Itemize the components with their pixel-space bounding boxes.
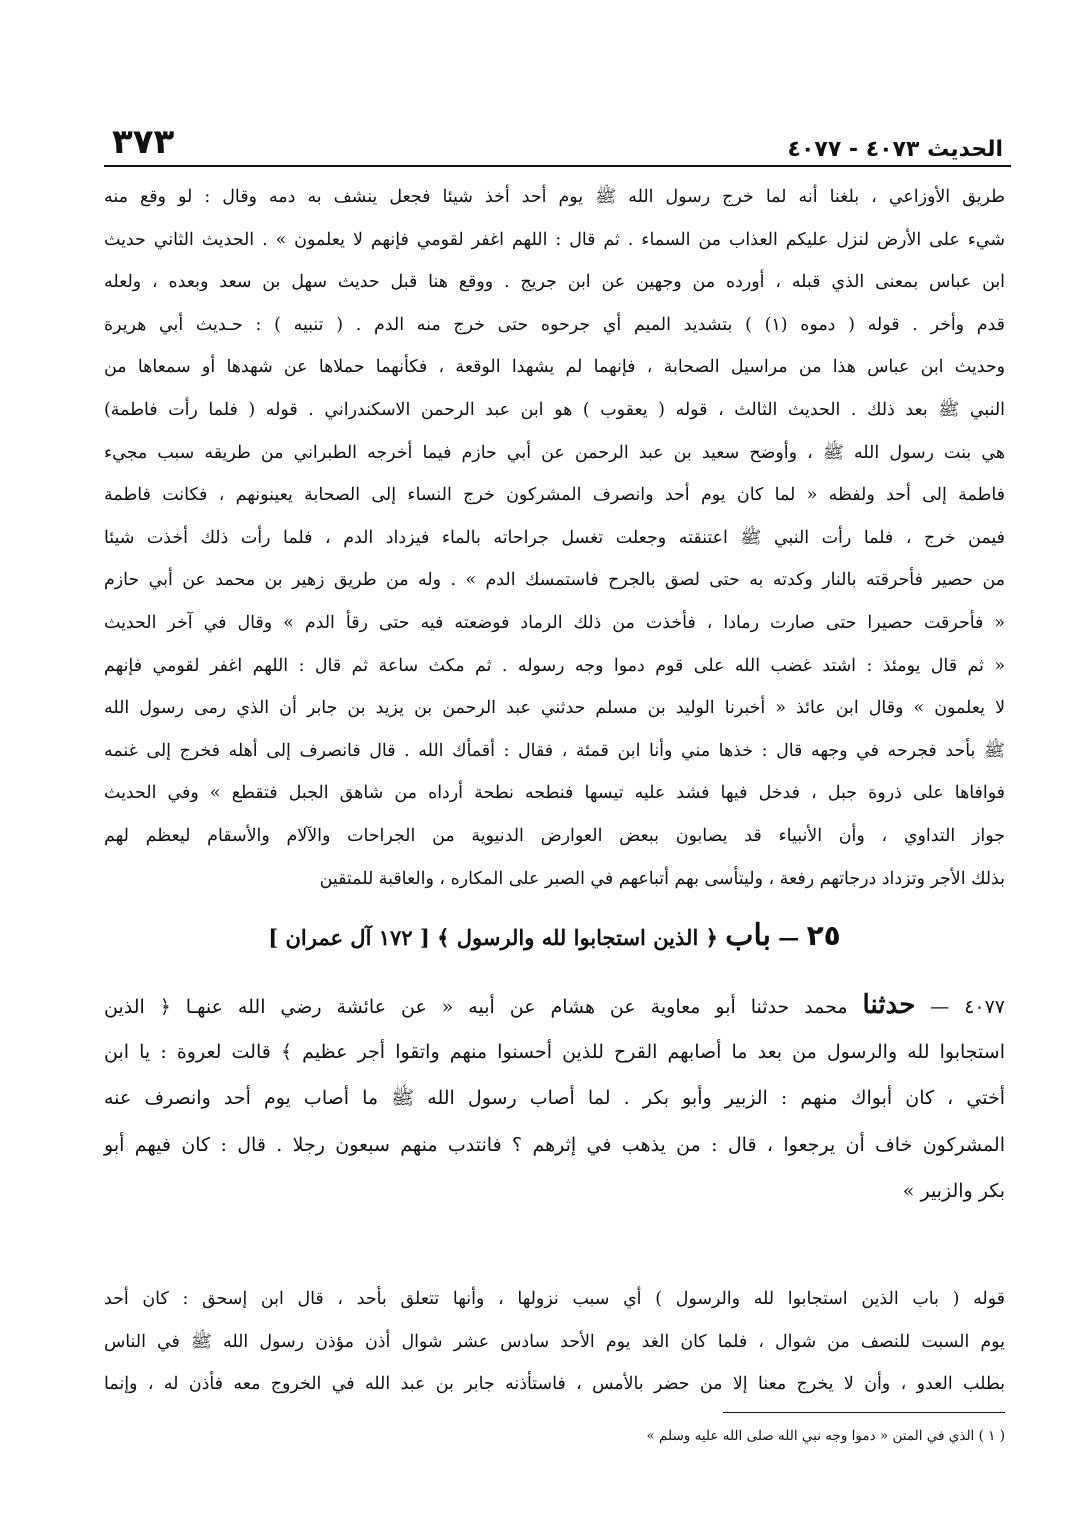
commentary-line: قوله ( باب الذين استجابوا لله والرسول ) أي سبب نزولها ، وأنها تتعلق بأحد ، قال ابن إسحق : كان أحد xyxy=(104,1289,1005,1309)
hadith-line: استجابوا لله والرسول من بعد ما أصابهم القرح للذين أحسنوا منهم واتقوا أجر عظيم ﴾ قالت لعروة : يا ابن xyxy=(104,1040,1005,1063)
commentary-line: ابن عباس بمعنى الذي قبله ، أورده من وجهين عن ابن جريج . ووقع هنا قبل حديث سهل بن سعد وبعده ، ولعله xyxy=(104,272,1005,293)
commentary-line: النبي ﷺ بعد ذلك . الحديث الثالث ، قوله ( يعقوب ) هو ابن عبد الرحمن الاسكندراني . قوله ( فلما رأت فاطمة) xyxy=(104,399,1005,420)
header-rule xyxy=(104,165,1011,167)
commentary-line: « فأحرقت حصيرا حتى صارت رمادا ، فأخذت من ذلك الرماد فوضعته فيه حتى رقأ الدم » وقال في آخر الحديث xyxy=(104,612,1005,633)
chapter-heading xyxy=(104,918,1005,953)
commentary-line: بطلب العدو ، وأن لا يخرج معنا إلا من حضر بالأمس ، فاستأذنه جابر بن عبد الله في الخروج معه فأذن له ، وإنما xyxy=(104,1374,1005,1395)
commentary-block xyxy=(104,176,1005,900)
footnote-rule xyxy=(723,1412,1005,1413)
commentary-line: لا يعلمون » وقال ابن عائذ « أخبرنا الوليد بن مسلم حدثني عبد الرحمن بن يزيد بن جابر أن الذي رمى رسول الله xyxy=(104,698,1005,719)
commentary-line: فاطمة إلى أحد ولفظه « لما كان يوم أحد وانصرف المشركون خرج النساء إلى الصحابة يعينونهم ، فكانت فاطمة xyxy=(104,485,1005,506)
commentary-line: شيء على الأرض لنزل عليكم العذاب من السماء . ثم قال : اللهم اغفر لقومي فإنهم لا يعلمون » . الحديث الثاني حديث xyxy=(104,229,1005,250)
hadith-block xyxy=(104,982,1005,1215)
running-head: الحديث ٤٠٧٣ - ٤٠٧٧ xyxy=(787,137,1003,162)
hadith-dash: — xyxy=(930,996,950,1018)
commentary-line: فيمن خرج ، فلما رأت النبي ﷺ اعتنقته وجعلت تغسل جراحاته بالماء فيزداد الدم ، فلما رأت ذلك أخذت شيئا xyxy=(104,527,1005,548)
hadith-line: محمد حدثنا أبو معاوية عن هشام عن أبيه « عن عائشة رضي الله عنهـا ﴿ الذين xyxy=(104,996,848,1018)
chapter-number: ٢٥ xyxy=(806,919,841,952)
hadith-number: ٤٠٧٧ xyxy=(964,996,1006,1018)
haddathana-word: حدثنا xyxy=(862,990,916,1020)
chapter-word: باب xyxy=(725,918,771,953)
chapter-title: ﴿ الذين استجابوا لله والرسول ﴾ xyxy=(437,925,718,950)
chapter-dash: — xyxy=(778,925,800,950)
hadith-line: بكر والزبير » xyxy=(902,1180,1005,1202)
commentary-line: من حصير فأحرقته بالنار وكدته به حتى لصق بالجرح فاستمسك الدم » . وله من طريق زهير بن محمد عن أبي حازم xyxy=(104,570,1005,591)
commentary-line: طريق الأوزاعي ، بلغنا أنه لما خرج رسول الله ﷺ يوم أحد أخذ شيئا فجعل ينشف به دمه وقال : لو وقع منه xyxy=(104,187,1005,207)
page-number: ٣٧٣ xyxy=(112,122,175,162)
hadith-line: أختي ، كان أبواك منهم : الزبير وأبو بكر . لما أصاب رسول الله ﷺ ما أصاب يوم أحد وانصرف عنه xyxy=(104,1087,1005,1109)
commentary-line: هي بنت رسول الله ﷺ ، وأوضح سعيد بن عبد الرحمن عن أبي حازم فيما أخرجه الطبراني من طريقه سبب مجيء xyxy=(104,442,1005,463)
chapter-reference: [ ١٧٢ آل عمران ] xyxy=(268,925,430,950)
commentary-line: جواز التداوي ، وأن الأنبياء قد يصابون ببعض العوارض الدنيوية من الجراحات والآلام والأسقام ليعظم لهم xyxy=(104,825,1005,846)
hadith-first-line xyxy=(104,982,1005,1029)
hadith-line: المشركون خاف أن يرجعوا ، قال : من يذهب في إثرهم ؟ فانتدب منهم سبعون رجلا . قال : كان فيهم أبو xyxy=(104,1133,1005,1156)
page-header xyxy=(112,112,1003,162)
commentary-line: يوم السبت للنصف من شوال ، فلما كان الغد يوم الأحد سادس عشر شوال أذن مؤذن رسول الله ﷺ في الناس xyxy=(104,1331,1005,1352)
commentary-line: وحديث ابن عباس هذا من مراسيل الصحابة ، فإنهما لم يشهدا الوقعة ، فكأنهما حملاها عن شهدها أو سمعاها من xyxy=(104,357,1005,378)
commentary-line: قدم وأخر . قوله ( دموه (١) ) بتشديد الميم أي جرحوه حتى خرج منه الدم . ( تنبيه ) : حـديث أبي هريرة xyxy=(104,314,1005,335)
commentary-line: بذلك الأجر وتزداد درجاتهم رفعة ، وليتأسى بهم أتباعهم في الصبر على المكاره ، والعاقبة للمتقين xyxy=(319,868,1005,889)
footnote: ( ١ ) الذي في المتن « دموا وجه نبي الله صلى الله عليه وسلم » xyxy=(646,1428,1005,1444)
commentary-line: « ثم قال يومئذ : اشتد غضب الله على قوم دموا وجه رسوله . ثم مكث ساعة ثم قال : اللهم اغفر لقومي فإنهم xyxy=(104,655,1005,676)
commentary-block-2 xyxy=(104,1278,1005,1406)
commentary-line: ﷺ بأحد فجرحه في وجهه قال : خذها مني وأنا ابن قمئة ، فقال : أقمأك الله . قال فانصرف إلى أهله فخرج إلى غنمه xyxy=(104,740,1005,761)
commentary-line: فوافاها على ذروة جبل ، فدخل فيها فشد عليه تيسها فنطحه نطحة أرداه من شاهق الجبل فتقطع » وفي الحديث xyxy=(104,783,1005,804)
